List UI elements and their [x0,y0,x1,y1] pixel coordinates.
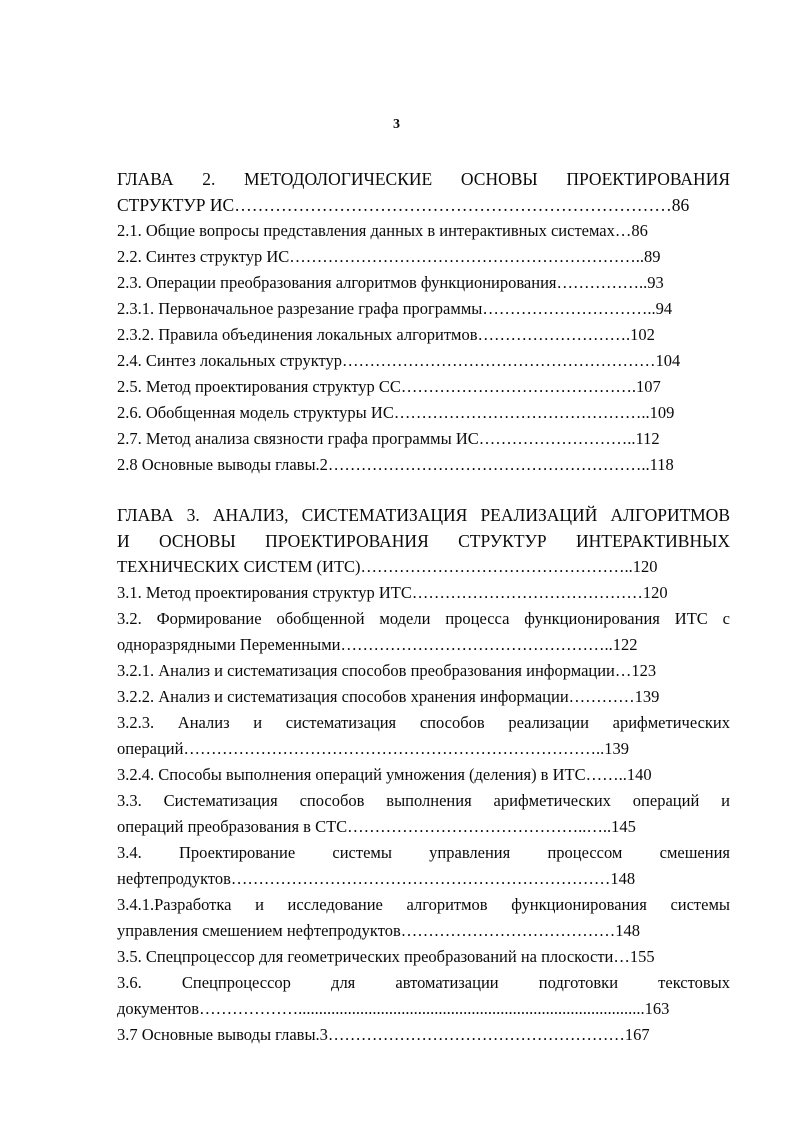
toc-entry-3-1: 3.1. Метод проектирования структур ИТС……………………………………120 [117,583,668,602]
section-gap [117,478,730,502]
toc-entry-3-4-1: 3.4.1.Разработка и исследование алгоритмов функционирования системы [117,895,730,914]
chapter-3-heading-end: ТЕХНИЧЕСКИХ СИСТЕМ (ИТС)…………………………………………..120 [117,557,658,576]
chapter-2-heading-cont: СТРУКТУР ИС…………………………………………………………………86 [117,195,690,215]
toc-entry-3-2: 3.2. Формирование обобщенной модели процесса функционирования ИТС с [117,609,730,628]
toc-entry-3-6-cont: документов………………....................................................................................163 [117,999,670,1018]
toc-entry-3-2-3: 3.2.3. Анализ и систематизация способов реализации арифметических [117,713,730,732]
toc-entry-3-4: 3.4. Проектирование системы управления процессом смешения [117,843,730,862]
toc-entry-3-4-1-cont: управления смешением нефтепродуктов…………………………………148 [117,921,640,940]
toc-entry-2-5: 2.5. Метод проектирования структур СС…………………………………….107 [117,377,661,396]
toc-entry-3-2-1: 3.2.1. Анализ и систематизация способов преобразования информации…123 [117,661,657,680]
toc-entry-3-2-2: 3.2.2. Анализ и систематизация способов хранения информации…………139 [117,687,660,706]
toc-entry-3-2-3-cont: операций…………………………………………………………………..139 [117,739,629,758]
chapter-3-heading: ГЛАВА 3. АНАЛИЗ, СИСТЕМАТИЗАЦИЯ РЕАЛИЗАЦИЙ АЛГОРИТМОВ [117,505,730,525]
toc-entry-2-7: 2.7. Метод анализа связности графа программы ИС………………………..112 [117,429,660,448]
toc-entry-3-3: 3.3. Систематизация способов выполнения арифметических операций и [117,791,730,810]
chapter-3-heading-cont: И ОСНОВЫ ПРОЕКТИРОВАНИЯ СТРУКТУР ИНТЕРАКТИВНЫХ [117,531,730,551]
toc-entry-2-1: 2.1. Общие вопросы представления данных в интерактивных системах…86 [117,221,648,240]
toc-entry-3-4-cont: нефтепродуктов……………………………………………………………148 [117,869,636,888]
toc-entry-3-3-cont: операций преобразования в СТС……………………………………..…..145 [117,817,636,836]
page-number: 3 [393,117,400,132]
toc-entry-2-3-2: 2.3.2. Правила объединения локальных алгоритмов……………………….102 [117,325,655,344]
toc-entry-3-7: 3.7 Основные выводы главы.3………………………………………………167 [117,1025,650,1044]
toc-entry-3-2-cont: одноразрядными Переменными…………………………………………..122 [117,635,638,654]
toc-entry-2-3: 2.3. Операции преобразования алгоритмов функционирования……………..93 [117,273,664,292]
chapter-2-heading: ГЛАВА 2. МЕТОДОЛОГИЧЕСКИЕ ОСНОВЫ ПРОЕКТИРОВАНИЯ [117,169,730,189]
toc-entry-2-2: 2.2. Синтез структур ИС………………………………………………………..89 [117,247,661,266]
toc-entry-2-3-1: 2.3.1. Первоначальное разрезание графа программы…………………………..94 [117,299,673,318]
toc-entry-2-6: 2.6. Обобщенная модель структуры ИС………………………………………..109 [117,403,675,422]
toc-entry-3-6: 3.6. Спецпроцессор для автоматизации подготовки текстовых [117,973,730,992]
toc-entry-3-2-4: 3.2.4. Способы выполнения операций умножения (деления) в ИТС……..140 [117,765,652,784]
toc-entry-2-8: 2.8 Основные выводы главы.2…………………………………………………..118 [117,455,674,474]
toc-entry-3-5: 3.5. Спецпроцессор для геометрических преобразований на плоскости…155 [117,947,655,966]
toc-entry-2-4: 2.4. Синтез локальных структур…………………………………………………104 [117,351,681,370]
table-of-contents [117,166,730,1048]
